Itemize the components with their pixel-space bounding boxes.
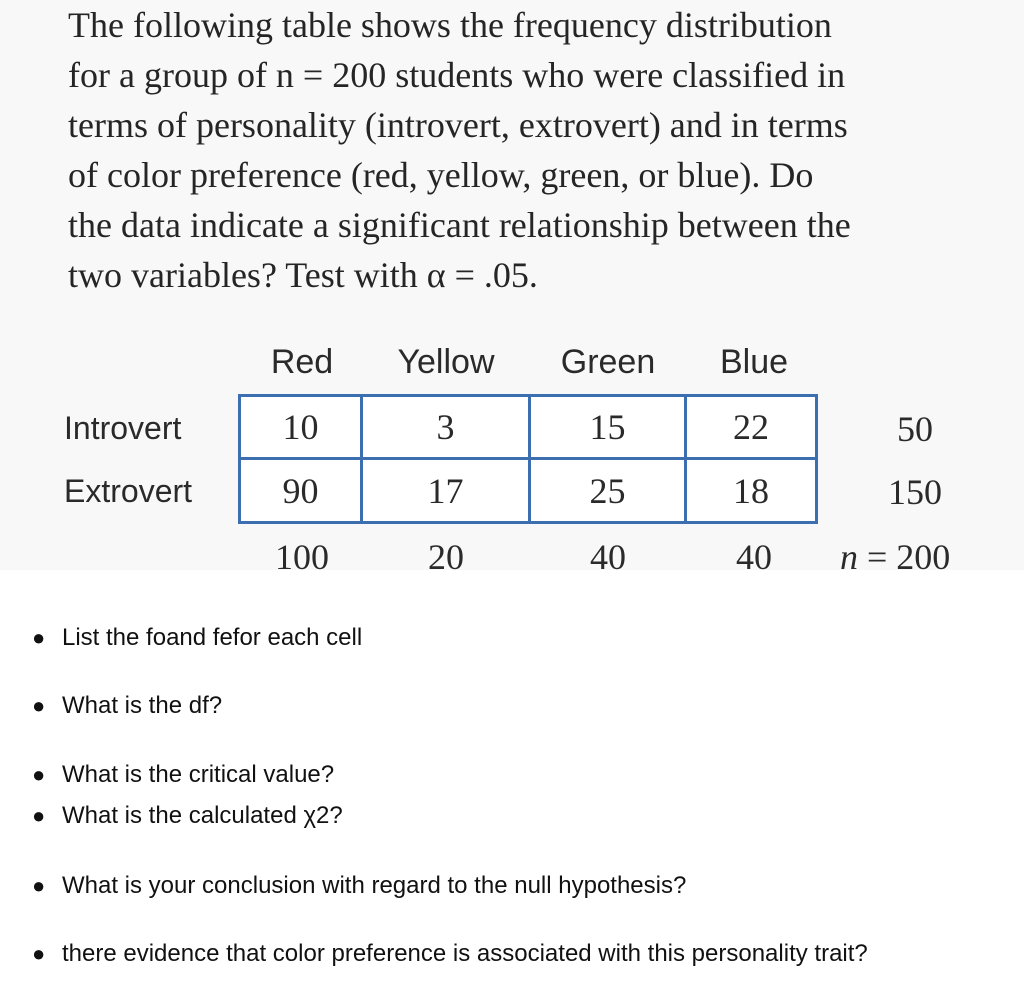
table-cell: 3: [363, 397, 531, 460]
bullet-icon: ●: [32, 693, 46, 718]
passage-line: the data indicate a significant relationship between the: [68, 205, 851, 245]
table-cell: 10: [241, 397, 363, 460]
bullet-icon: ●: [32, 762, 46, 787]
row-header-extrovert: Extrovert: [64, 473, 193, 509]
list-item: [32, 692, 222, 720]
row-total-extrovert: 150: [888, 472, 942, 512]
column-total-blue: 40: [736, 537, 772, 577]
list-item: [32, 872, 686, 900]
grand-total: [840, 536, 990, 578]
table-cell: 90: [241, 460, 363, 521]
list-item: [32, 761, 334, 789]
bullet-icon: ●: [32, 625, 46, 650]
column-total-green: 40: [590, 537, 626, 577]
passage-line: of color preference (red, yellow, green, or blue). Do: [68, 155, 814, 195]
column-header-green: Green: [560, 343, 656, 381]
question-text: there evidence that color preference is associated with this personality trait?: [62, 940, 868, 967]
question-text: What is your conclusion with regard to the null hypothesis?: [62, 872, 687, 899]
table-cell: 15: [531, 397, 687, 460]
table-cell: 18: [733, 470, 769, 511]
list-item: [32, 624, 362, 652]
passage-line: for a group of n = 200 students who were classified in: [68, 55, 846, 95]
frequency-table: [238, 394, 818, 524]
column-total-red: 100: [275, 537, 329, 577]
question-text: What is the critical value?: [62, 761, 335, 788]
list-item: [32, 940, 868, 968]
passage-line: The following table shows the frequency distribution: [68, 5, 832, 45]
bullet-icon: ●: [32, 941, 46, 966]
list-item: [32, 802, 343, 830]
problem-statement: [68, 0, 1018, 300]
question-text: What is the calculated χ2?: [62, 802, 343, 829]
row-total-introvert: 50: [897, 409, 933, 449]
table-cell: 17: [363, 460, 531, 521]
column-total-yellow: 20: [428, 537, 464, 577]
passage-line: terms of personality (introvert, extrovert) and in terms: [68, 105, 848, 145]
column-header-blue: Blue: [719, 343, 789, 381]
grand-total-variable: n: [840, 537, 858, 577]
question-text: List the foand fefor each cell: [62, 624, 363, 651]
row-header-introvert: Introvert: [64, 410, 182, 446]
bullet-icon: ●: [32, 873, 46, 898]
passage-line: two variables? Test with α = .05.: [68, 255, 538, 295]
table-cell: 22: [687, 397, 815, 460]
column-header-yellow: Yellow: [397, 343, 495, 381]
column-header-red: Red: [270, 343, 334, 381]
table-cell: 25: [531, 460, 687, 521]
question-text: What is the df?: [62, 692, 223, 719]
bullet-icon: ●: [32, 803, 46, 828]
grand-total-value: = 200: [858, 537, 951, 577]
